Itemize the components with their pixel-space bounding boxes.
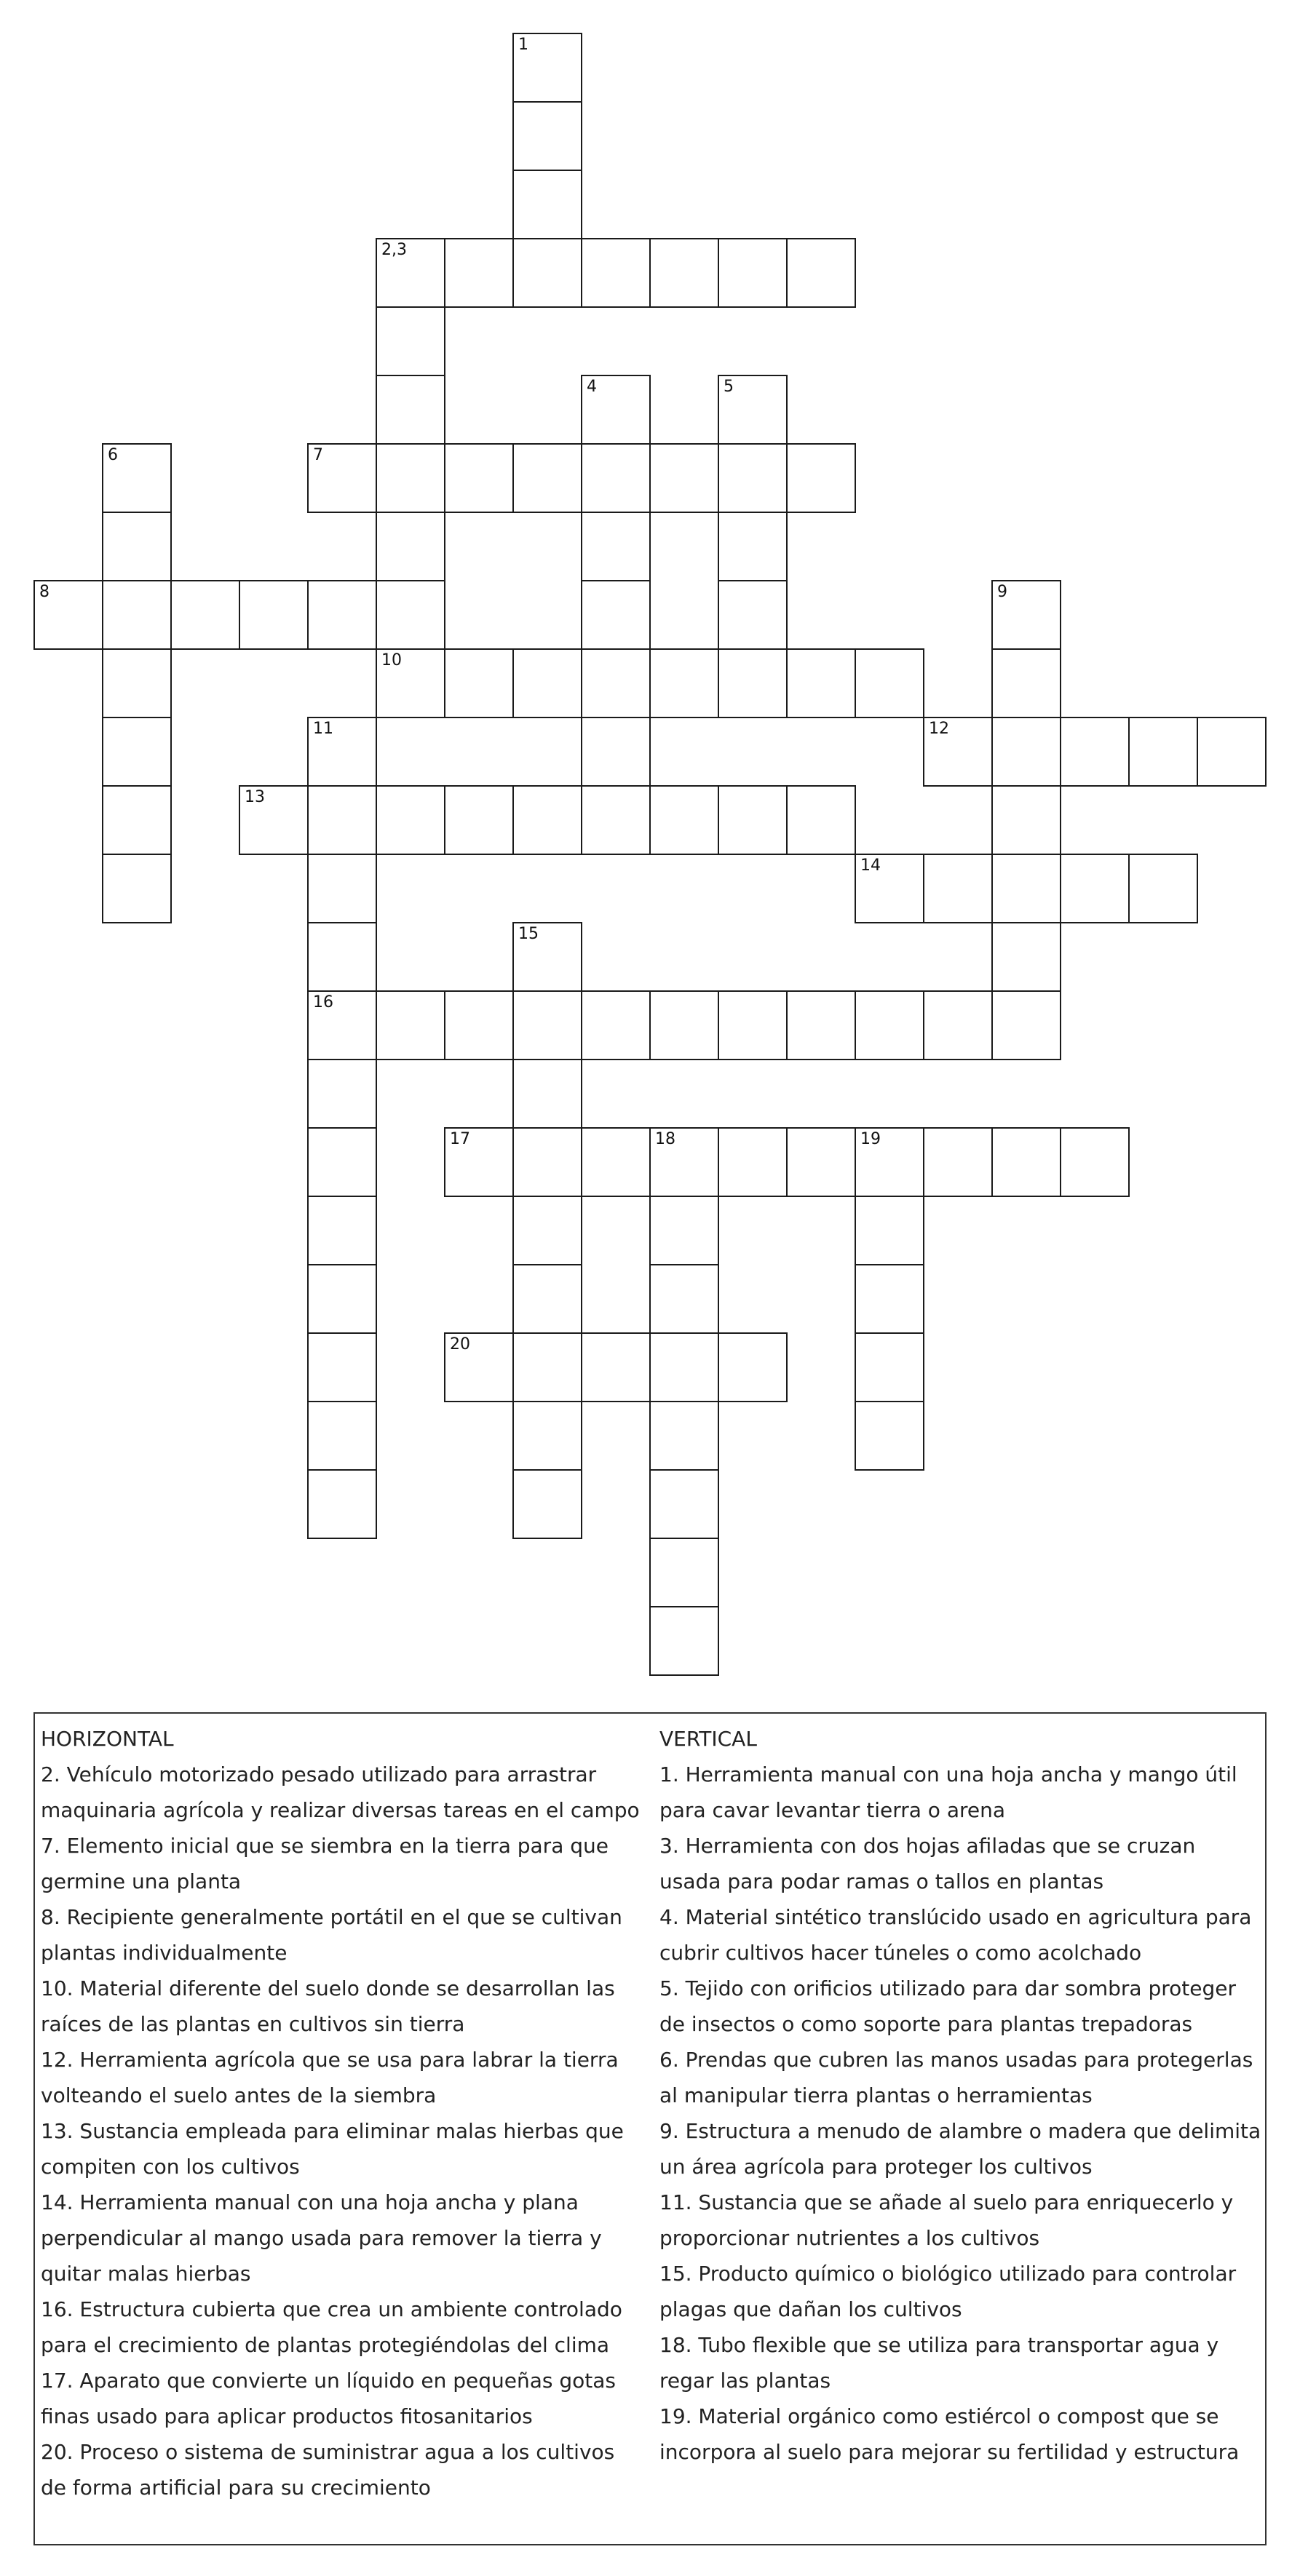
grid-cell[interactable] — [102, 854, 172, 923]
grid-cell[interactable] — [786, 648, 856, 718]
grid-cell[interactable] — [581, 990, 651, 1060]
clue-number: 11 — [313, 720, 333, 738]
grid-cell[interactable] — [581, 375, 651, 445]
grid-cell[interactable] — [307, 580, 377, 650]
grid-cell[interactable] — [991, 580, 1061, 650]
grid-cell[interactable] — [376, 306, 445, 376]
grid-cell[interactable] — [718, 1127, 788, 1197]
clue-number: 6 — [108, 446, 118, 464]
grid-cell[interactable] — [376, 443, 445, 513]
clue-12: 12. Herramienta agrícola que se usa para labrar la tierra volteando el suelo antes de la siembra — [41, 2048, 619, 2107]
grid-cell[interactable] — [307, 785, 377, 855]
grid-cell[interactable] — [512, 1127, 582, 1197]
grid-cell[interactable] — [512, 1332, 582, 1402]
grid-cell[interactable] — [855, 1196, 924, 1265]
clue-number: 2,3 — [381, 241, 407, 259]
grid-cell[interactable] — [1128, 854, 1198, 923]
clue-20: 20. Proceso o sistema de suministrar agua a los cultivos de forma artificial para su crecimiento — [41, 2440, 615, 2500]
grid-cell[interactable] — [239, 580, 309, 650]
grid-cell[interactable] — [444, 1127, 514, 1197]
grid-cell[interactable] — [376, 375, 445, 445]
grid-cell[interactable] — [512, 922, 582, 992]
grid-cell[interactable] — [991, 785, 1061, 855]
grid-cell[interactable] — [307, 1332, 377, 1402]
grid-cell[interactable] — [649, 1401, 719, 1471]
vertical-heading: VERTICAL — [659, 1727, 757, 1751]
grid-cell[interactable] — [307, 1196, 377, 1265]
grid-cell[interactable] — [718, 785, 788, 855]
grid-cell[interactable] — [786, 990, 856, 1060]
clue-4: 4. Material sintético translúcido usado en agricultura para cubrir cultivos hacer túneles o como acolchado — [659, 1905, 1252, 1965]
clue-number: 20 — [450, 1335, 470, 1353]
grid-cell[interactable] — [581, 443, 651, 513]
clue-19: 19. Material orgánico como estiércol o compost que se incorpora al suelo para mejorar su fertilidad y estructura — [659, 2404, 1240, 2464]
clue-10: 10. Material diferente del suelo donde se desarrollan las raíces de las plantas en cultivos sin tierra — [41, 1976, 615, 2036]
clue-17: 17. Aparato que convierte un líquido en pequeñas gotas finas usado para aplicar productos fitosanitarios — [41, 2369, 617, 2428]
grid-cell[interactable] — [376, 580, 445, 650]
grid-cell[interactable] — [444, 648, 514, 718]
grid-cell[interactable] — [649, 1196, 719, 1265]
grid-cell[interactable] — [991, 717, 1061, 787]
clue-number: 5 — [724, 378, 734, 396]
clue-number: 16 — [313, 993, 333, 1011]
grid-cell[interactable] — [512, 1196, 582, 1265]
grid-cell[interactable] — [718, 648, 788, 718]
grid-cell[interactable] — [102, 443, 172, 513]
grid-cell[interactable] — [376, 785, 445, 855]
clue-number: 17 — [450, 1130, 470, 1148]
clue-11: 11. Sustancia que se añade al suelo para enriquecerlo y proporcionar nutrientes a los cultivos — [659, 2190, 1234, 2250]
grid-cell[interactable] — [102, 512, 172, 581]
grid-cell[interactable] — [991, 648, 1061, 718]
clue-8: 8. Recipiente generalmente portátil en el que se cultivan plantas individualmente — [41, 1905, 622, 1965]
grid-cell[interactable] — [991, 854, 1061, 923]
clue-14: 14. Herramienta manual con una hoja ancha y plana perpendicular al mango usada para remover la tierra y quitar malas hierbas — [41, 2190, 602, 2286]
clue-2: 2. Vehículo motorizado pesado utilizado para arrastrar maquinaria agrícola y realizar diversas tareas en el campo — [41, 1762, 640, 1822]
grid-cell[interactable] — [102, 580, 172, 650]
grid-cell[interactable] — [786, 238, 856, 308]
grid-cell[interactable] — [1128, 717, 1198, 787]
grid-cell[interactable] — [307, 443, 377, 513]
clue-number: 1 — [518, 36, 528, 54]
clue-13: 13. Sustancia empleada para eliminar malas hierbas que compiten con los cultivos — [41, 2119, 624, 2179]
grid-cell[interactable] — [855, 1401, 924, 1471]
grid-cell[interactable] — [1060, 854, 1130, 923]
grid-cell[interactable] — [512, 33, 582, 103]
grid-cell[interactable] — [444, 1332, 514, 1402]
clue-number: 9 — [997, 583, 1007, 601]
grid-cell[interactable] — [649, 443, 719, 513]
clue-number: 18 — [655, 1130, 675, 1148]
clue-18: 18. Tubo flexible que se utiliza para transportar agua y regar las plantas — [659, 2333, 1219, 2393]
grid-cell[interactable] — [581, 580, 651, 650]
grid-cell[interactable] — [718, 580, 788, 650]
grid-cell[interactable] — [718, 238, 788, 308]
grid-cell[interactable] — [376, 648, 445, 718]
grid-cell[interactable] — [923, 990, 993, 1060]
clue-7: 7. Elemento inicial que se siembra en la tierra para que germine una planta — [41, 1834, 609, 1893]
grid-cell[interactable] — [376, 990, 445, 1060]
grid-cell[interactable] — [581, 512, 651, 581]
clues-box — [33, 1712, 1267, 2545]
grid-cell[interactable] — [718, 512, 788, 581]
grid-cell[interactable] — [923, 717, 993, 787]
grid-cell[interactable] — [581, 717, 651, 787]
clue-1: 1. Herramienta manual con una hoja ancha y mango útil para cavar levantar tierra o arena — [659, 1762, 1237, 1822]
grid-cell[interactable] — [512, 1059, 582, 1129]
grid-cell[interactable] — [307, 1264, 377, 1334]
grid-cell[interactable] — [512, 1264, 582, 1334]
grid-cell[interactable] — [307, 1059, 377, 1129]
grid-cell[interactable] — [512, 785, 582, 855]
grid-cell[interactable] — [170, 580, 240, 650]
grid-cell[interactable] — [33, 580, 103, 650]
grid-cell[interactable] — [581, 1127, 651, 1197]
grid-cell[interactable] — [923, 1127, 993, 1197]
grid-cell[interactable] — [512, 170, 582, 239]
grid-cell[interactable] — [649, 1469, 719, 1539]
grid-cell[interactable] — [855, 1332, 924, 1402]
grid-cell[interactable] — [786, 443, 856, 513]
grid-cell[interactable] — [512, 1401, 582, 1471]
grid-cell[interactable] — [239, 785, 309, 855]
grid-cell[interactable] — [786, 785, 856, 855]
grid-cell[interactable] — [855, 648, 924, 718]
grid-cell[interactable] — [102, 717, 172, 787]
clue-number: 13 — [245, 788, 265, 806]
grid-cell[interactable] — [307, 717, 377, 787]
horizontal-heading: HORIZONTAL — [41, 1727, 174, 1751]
grid-cell[interactable] — [649, 785, 719, 855]
grid-cell[interactable] — [512, 101, 582, 171]
clue-number: 15 — [518, 925, 539, 943]
grid-cell[interactable] — [786, 1127, 856, 1197]
grid-cell[interactable] — [1060, 717, 1130, 787]
clue-number: 10 — [381, 651, 402, 669]
clue-6: 6. Prendas que cubren las manos usadas para protegerlas al manipular tierra plantas o herramientas — [659, 2048, 1253, 2107]
grid-cell[interactable] — [512, 990, 582, 1060]
grid-cell[interactable] — [444, 785, 514, 855]
grid-cell[interactable] — [307, 1127, 377, 1197]
clue-16: 16. Estructura cubierta que crea un ambiente controlado para el crecimiento de plantas protegiéndolas del clima — [41, 2297, 622, 2357]
grid-cell[interactable] — [512, 238, 582, 308]
grid-cell[interactable] — [649, 1606, 719, 1676]
grid-cell[interactable] — [649, 1332, 719, 1402]
grid-cell[interactable] — [649, 1264, 719, 1334]
clue-5: 5. Tejido con orificios utilizado para dar sombra proteger de insectos o como soporte para plantas trepadoras — [659, 1976, 1236, 2036]
clue-number: 7 — [313, 446, 323, 464]
grid-cell[interactable] — [307, 1469, 377, 1539]
vertical-clues — [659, 1721, 1262, 2470]
grid-cell[interactable] — [649, 648, 719, 718]
clue-number: 12 — [929, 720, 949, 738]
clue-number: 14 — [860, 856, 881, 875]
grid-cell[interactable] — [855, 854, 924, 923]
grid-cell[interactable] — [923, 854, 993, 923]
grid-cell[interactable] — [307, 922, 377, 992]
grid-cell[interactable] — [444, 443, 514, 513]
clue-9: 9. Estructura a menudo de alambre o madera que delimita un área agrícola para proteger los cultivos — [659, 2119, 1261, 2179]
grid-cell[interactable] — [855, 990, 924, 1060]
grid-cell[interactable] — [718, 375, 788, 445]
grid-cell[interactable] — [581, 648, 651, 718]
grid-cell[interactable] — [855, 1127, 924, 1197]
grid-cell[interactable] — [649, 990, 719, 1060]
clue-number: 8 — [39, 583, 49, 601]
grid-cell[interactable] — [512, 443, 582, 513]
grid-cell[interactable] — [991, 990, 1061, 1060]
grid-cell[interactable] — [649, 1538, 719, 1607]
grid-cell[interactable] — [376, 512, 445, 581]
grid-cell[interactable] — [444, 238, 514, 308]
grid-cell[interactable] — [718, 990, 788, 1060]
clue-3: 3. Herramienta con dos hojas afiladas que se cruzan usada para podar ramas o tallos en plantas — [659, 1834, 1196, 1893]
grid-cell[interactable] — [581, 1332, 651, 1402]
grid-cell[interactable] — [718, 443, 788, 513]
grid-cell[interactable] — [1060, 1127, 1130, 1197]
clue-number: 19 — [860, 1130, 881, 1148]
grid-cell[interactable] — [855, 1264, 924, 1334]
clue-number: 4 — [587, 378, 597, 396]
grid-cell[interactable] — [649, 1127, 719, 1197]
grid-cell[interactable] — [718, 1332, 788, 1402]
grid-cell[interactable] — [581, 785, 651, 855]
grid-cell[interactable] — [649, 238, 719, 308]
grid-cell[interactable] — [376, 238, 445, 308]
grid-cell[interactable] — [512, 1469, 582, 1539]
grid-cell[interactable] — [102, 648, 172, 718]
horizontal-clues — [41, 1721, 645, 2505]
grid-cell[interactable] — [991, 922, 1061, 992]
grid-cell[interactable] — [307, 1401, 377, 1471]
grid-cell[interactable] — [307, 990, 377, 1060]
clue-15: 15. Producto químico o biológico utilizado para controlar plagas que dañan los cultivos — [659, 2262, 1237, 2321]
grid-cell[interactable] — [991, 1127, 1061, 1197]
grid-cell[interactable] — [581, 238, 651, 308]
grid-cell[interactable] — [1197, 717, 1267, 787]
grid-cell[interactable] — [512, 648, 582, 718]
grid-cell[interactable] — [102, 785, 172, 855]
grid-cell[interactable] — [307, 854, 377, 923]
grid-cell[interactable] — [444, 990, 514, 1060]
